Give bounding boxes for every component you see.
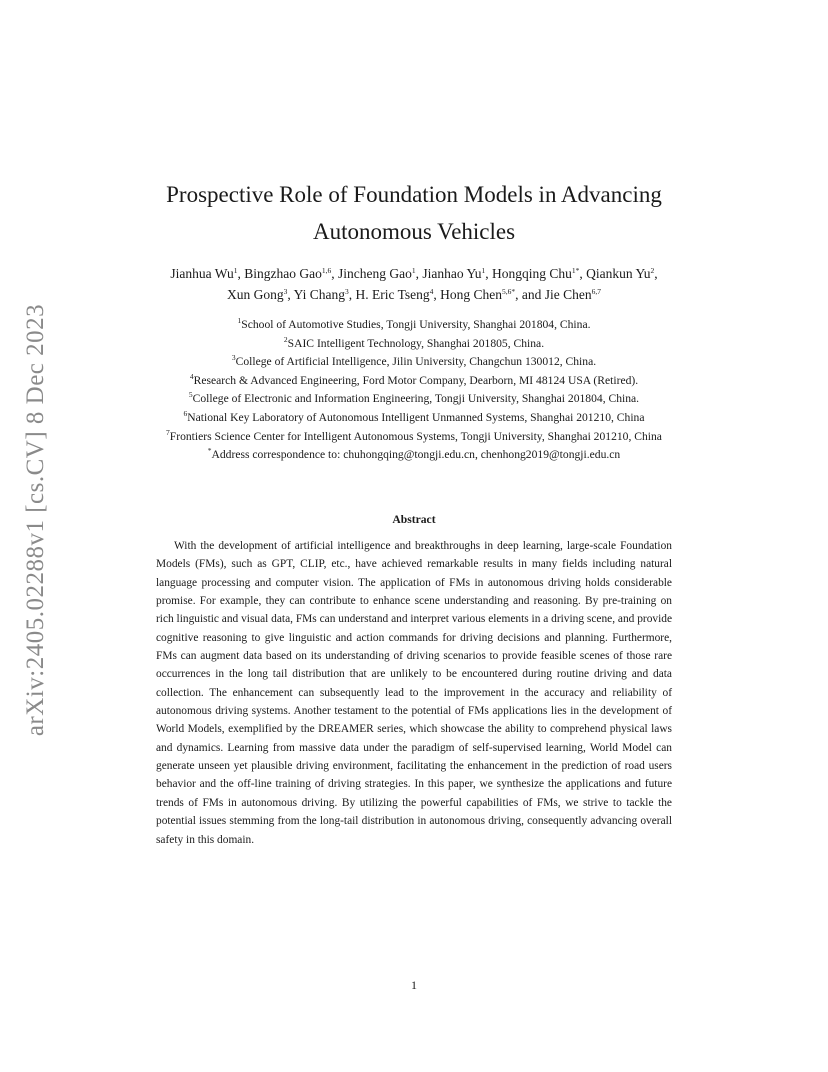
affiliation-mark: 3	[231, 353, 236, 363]
author-affiliation-mark: 1	[233, 266, 238, 275]
author-line-2: Xun Gong$^3$, Yi Chang$^3$, H. Eric Tseng$^4$, Hong Chen$^{5,6*}$, and Jie Chen$^{6,7}$	[226, 287, 602, 302]
affiliation-mark: 6	[183, 408, 188, 418]
affiliation-text: College of Artificial Intelligence, Jilin University, Changchun 130012, China.	[235, 355, 597, 369]
affiliation-7	[0, 428, 828, 447]
paper-title-line-1: Prospective Role of Foundation Models in Advancing	[166, 182, 662, 207]
paper-title-line-2: Autonomous Vehicles	[312, 219, 516, 244]
arxiv-identifier-stamp: arXiv:2405.02288v1 [cs.CV] 8 Dec 2023	[22, 303, 49, 737]
abstract-heading: Abstract	[392, 513, 436, 526]
author-name: Xun Gong	[226, 287, 284, 302]
author-affiliation-mark: 1*	[571, 266, 580, 275]
page-number: 1	[411, 978, 417, 992]
affiliation-mark: 7	[166, 427, 170, 437]
affiliation-list	[0, 316, 828, 465]
affiliation-text: School of Automotive Studies, Tongji University, Shanghai 201804, China.	[241, 318, 591, 331]
affiliation-text: Frontiers Science Center for Intelligent Autonomous Systems, Tongji University, Shanghai 201210, China	[169, 429, 662, 443]
author-affiliation-mark: 1	[411, 266, 416, 275]
affiliation-mark: 1	[237, 316, 242, 325]
correspondence-mark: *	[207, 446, 212, 456]
affiliation-mark: 5	[188, 390, 193, 400]
abstract-text: With the development of artificial intelligence and breakthroughs in deep learning, large-scale Foundation Models (FMs), such as GPT, CLIP, etc., have achieved remarkable results in many fields including natural language processing and computer vision. The application of FMs in autonomous driving holds considerable promise. For example, they can contribute to enhance scene understanding and reasoning. By pre-training on rich linguistic and visual data, FMs can understand and interpret various elements in a driving scene, and provide cognitive reasoning to give linguistic and action commands for driving decisions and planning. Furthermore, FMs can augment data based on its understanding of driving scenarios to provide feasible scenes of those rare occurrences in the long tail distribution that are unlikely to be encountered during routine driving and data collection. The enhancement can subsequently lead to the improvement in the accuracy and reliability of autonomous driving systems. Another testament to the potential of FMs applications lies in the development of World Models, exemplified by the DREAMER series, which showcase the ability to comprehend physical laws and dynamics. Learning from massive data under the paradigm of self-supervised learning, World Model can generate unseen yet plausible driving environment, facilitating the enhancement in the prediction of road users behavior and the off-line training of driving strategies. In this paper, we synthesize the applications and future trends of FMs in autonomous driving. By utilizing the powerful capabilities of FMs, we strive to tackle the potential issues stemming from the long-tail distribution in autonomous driving, consequently advancing overall safety in this domain.	[156, 540, 672, 846]
author-conjunction: and	[521, 287, 542, 302]
affiliation-text: College of Electronic and Information Engineering, Tongji University, Shanghai 201804, China.	[192, 392, 640, 406]
author-affiliation-mark: 5,6*	[502, 287, 516, 296]
affiliation-text: National Key Laboratory of Autonomous Intelligent Unmanned Systems, Shanghai 201210, China	[187, 410, 645, 424]
author-affiliation-mark: 1	[481, 266, 486, 275]
author-name: Hongqing Chu	[491, 266, 572, 281]
paper-title	[0, 176, 828, 250]
author-name: Jianhao Yu	[422, 266, 482, 281]
affiliation-2	[0, 335, 828, 354]
author-name: Hong Chen	[440, 287, 503, 302]
author-name: H. Eric Tseng	[355, 287, 430, 302]
author-name: Jincheng Gao	[337, 266, 412, 281]
author-name: Jianhua Wu	[170, 266, 234, 281]
author-affiliation-mark: 3	[344, 287, 349, 296]
affiliation-mark: 2	[283, 334, 288, 344]
author-affiliation-mark: 6,7	[591, 287, 602, 296]
affiliation-3	[0, 353, 828, 372]
affiliation-1	[0, 316, 828, 335]
author-affiliation-mark: 3	[283, 287, 288, 296]
author-name: Bingzhao Gao	[244, 266, 322, 281]
author-line-1: Jianhua Wu$^1$, Bingzhao Gao$^{1,6}$, Jincheng Gao$^1$, Jianhao Yu$^1$, Hongqing Chu$^{1*}$, Qiankun Yu$^2$,	[170, 266, 658, 281]
affiliation-6	[0, 409, 828, 428]
affiliation-5	[0, 390, 828, 409]
author-affiliation-mark: 1,6	[321, 266, 332, 275]
author-name: Yi Chang	[293, 287, 345, 302]
correspondence-text: Address correspondence to: chuhongqing@tongji.edu.cn, chenhong2019@tongji.edu.cn	[211, 448, 621, 462]
affiliation-text: SAIC Intelligent Technology, Shanghai 201805, China.	[287, 336, 545, 350]
affiliation-mark: 4	[189, 371, 194, 381]
author-affiliation-mark: 4	[429, 287, 434, 296]
correspondence-note	[0, 446, 828, 465]
author-name: Qiankun Yu	[586, 266, 651, 281]
author-name: Jie Chen	[544, 287, 592, 302]
author-list	[0, 263, 828, 305]
affiliation-text: Research & Advanced Engineering, Ford Motor Company, Dearborn, MI 48124 USA (Retired).	[193, 373, 639, 387]
author-affiliation-mark: 2	[650, 266, 655, 275]
affiliation-4	[0, 372, 828, 391]
